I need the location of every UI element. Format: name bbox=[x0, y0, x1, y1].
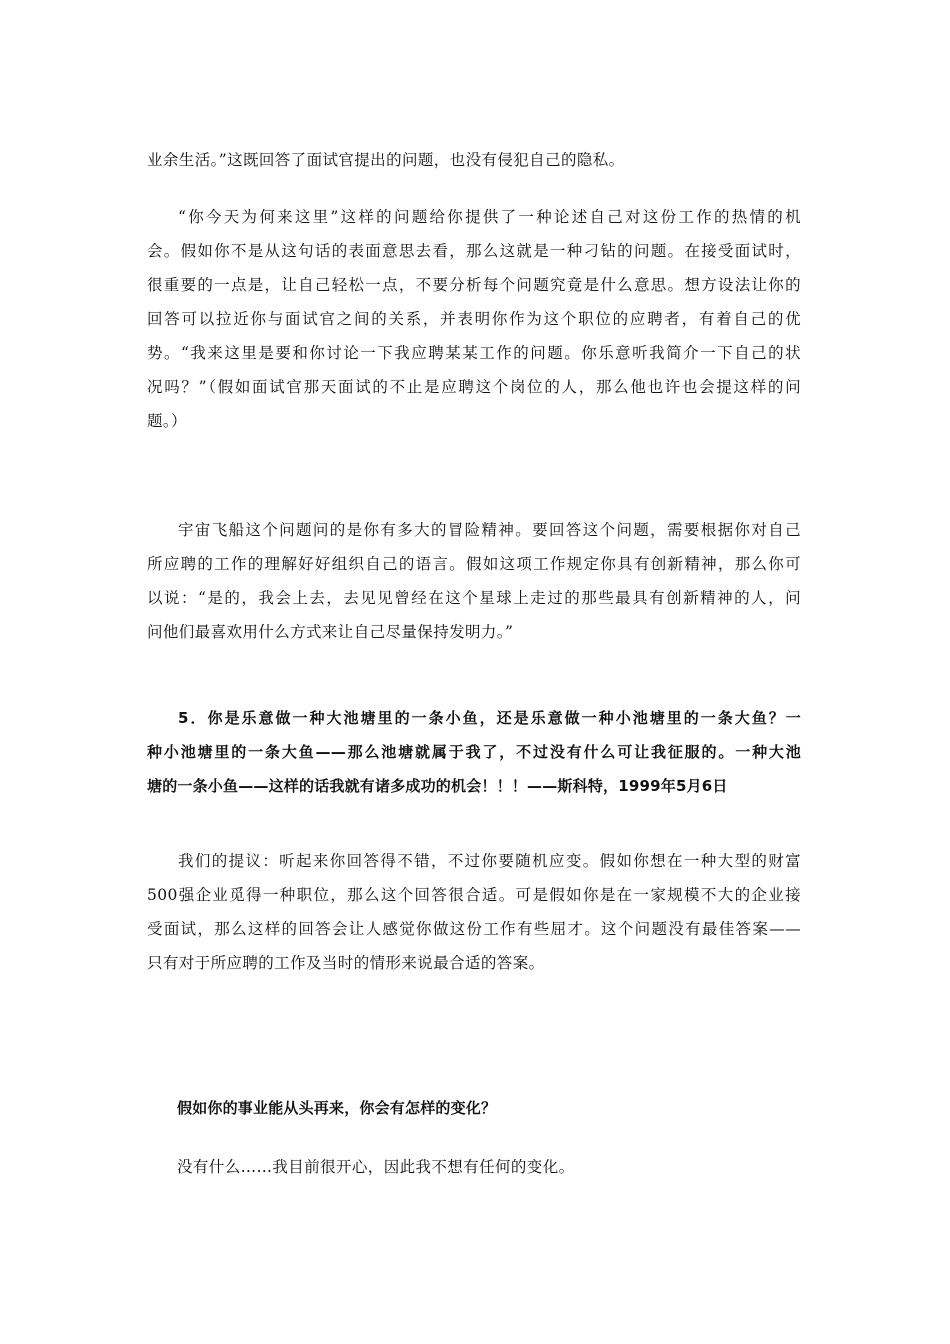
text-line: 题。） bbox=[147, 412, 187, 430]
text-line: 会。假如你不是从这句话的表面意思去看，那么这就是一种刁钻的问题。在接受面试时， bbox=[147, 242, 801, 260]
answer-text: 没有什么……我目前很开心，因此我不想有任何的变化。 bbox=[177, 1158, 575, 1176]
paragraph-why-here bbox=[147, 200, 801, 438]
text-line: 5．你是乐意做一种大池塘里的一条小鱼，还是乐意做一种小池塘里的一条大鱼？一 bbox=[178, 709, 801, 727]
text-line: 受面试，那么这样的回答会让人感觉你做这份工作有些屈才。这个问题没有最佳答案—— bbox=[147, 920, 801, 938]
text-line: 只有对于所应聘的工作及当时的情形来说最合适的答案。 bbox=[147, 954, 545, 972]
text-line: 业余生活。”这既回答了面试官提出的问题，也没有侵犯自己的隐私。 bbox=[147, 151, 625, 169]
text-line: 我们的提议：听起来你回答得不错，不过你要随机应变。假如你想在一种大型的财富 bbox=[178, 852, 801, 870]
paragraph-suggestion bbox=[147, 844, 801, 980]
question-heading: 假如你的事业能从头再来，你会有怎样的变化？ bbox=[177, 1099, 497, 1117]
text-line: 塘的一条小鱼——这样的话我就有诸多成功的机会！！！——斯科特，1999年5月6日 bbox=[147, 777, 728, 795]
text-line: 种小池塘里的一条大鱼——那么池塘就属于我了，不过没有什么可让我征服的。一种大池 bbox=[147, 743, 801, 761]
paragraph-privacy-answer bbox=[147, 143, 801, 177]
text-line: 况吗？”（假如面试官那天面试的不止是应聘这个岗位的人，那么他也许也会提这样的问 bbox=[147, 378, 801, 396]
text-line: 问他们最喜欢用什么方式来让自己尽量保持发明力。” bbox=[147, 623, 514, 641]
paragraph-spaceship bbox=[147, 513, 801, 649]
text-line: 回答可以拉近你与面试官之间的关系，并表明你作为这个职位的应聘者，有着自己的优 bbox=[147, 310, 801, 328]
text-line: 势。“我来这里是要和你讨论一下我应聘某某工作的问题。你乐意听我简介一下自己的状 bbox=[147, 344, 801, 362]
text-line: 以说：“是的，我会上去，去见见曾经在这个星球上走过的那些最具有创新精神的人，问 bbox=[147, 589, 801, 607]
text-line: 很重要的一点是，让自己轻松一点，不要分析每个问题究竟是什么意思。想方设法让你的 bbox=[147, 276, 801, 294]
text-line: 500强企业觅得一种职位，那么这个回答很合适。可是假如你是在一家规模不大的企业接 bbox=[147, 886, 801, 904]
text-line: “你今天为何来这里”这样的问题给你提供了一种论述自己对这份工作的热情的机 bbox=[178, 208, 801, 226]
text-line: 宇宙飞船这个问题问的是你有多大的冒险精神。要回答这个问题，需要根据你对自己 bbox=[178, 521, 801, 539]
question-5-heading bbox=[147, 701, 801, 803]
text-line: 所应聘的工作的理解好好组织自己的语言。假如这项工作规定你具有创新精神，那么你可 bbox=[147, 555, 801, 573]
